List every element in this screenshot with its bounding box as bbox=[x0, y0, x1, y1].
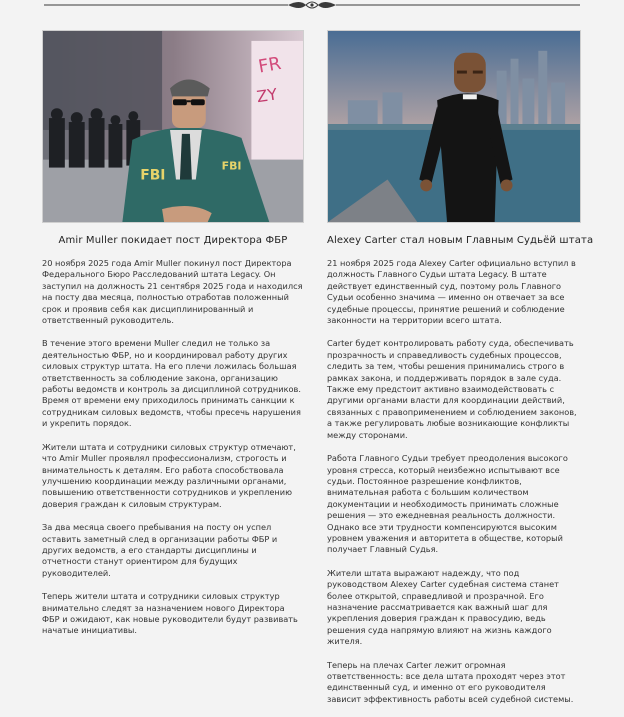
svg-text:FBI: FBI bbox=[140, 167, 166, 184]
svg-text:FBI: FBI bbox=[221, 159, 242, 173]
article-paragraph: Жители штата выражают надежду, что под руководством Alexey Carter судебная система станет более открытой, справедливой и прозрачной. Его назначение рассматривается как важный шаг для укрепления доверия граждан к правосудию, ведь решения суда напрямую влияют на жизнь каждого жителя. bbox=[327, 567, 559, 647]
article-paragraph: Теперь жители штата и сотрудники силовых структур внимательно следят за назначением нового Директора ФБР и ожидают, как новые руководители будут развивать начатые инициативы. bbox=[42, 591, 298, 636]
article-title: Amir Muller покидает пост Директора ФБР bbox=[58, 235, 288, 246]
article-paragraph: За два месяца своего пребывания на посту он успел оставить заметный след в организации работы ФБР и других ведомств, а его стандарты дисциплины и отчетности станут ориентиром для будущих руководителей. bbox=[42, 522, 278, 578]
svg-text:ZY: ZY bbox=[255, 84, 279, 107]
article-paragraph: 21 ноября 2025 года Alexey Carter официально вступил в должность Главного Судьи штата Legacy. В штате действует единственный суд, поэтому роль Главного Судьи особенно значима — именно он отвечает за все судебные процессы, принятие решений и соблюдение законности на территории всего штата. bbox=[327, 258, 576, 326]
news-article-right bbox=[327, 30, 594, 717]
article-paragraph: Теперь на плечах Carter лежит огромная ответственность: все дела штата проходят через этот единственный суд, и именно от его руководителя зависит эффективность работы всей судебной системы. bbox=[327, 659, 574, 704]
article-paragraph: Carter будет контролировать работу суда, обеспечивать прозрачность и справедливость судебных процессов, следить за тем, чтобы решения принимались строго в рамках закона, и поддерживать порядок в зале суда. Также ему предстоит активно взаимодействовать с другими органами власти для координации действий, связанных с правоприменением и соблюдением законов, а также регулировать любые возникающие конфликты между сторонами. bbox=[327, 338, 577, 440]
news-article-left bbox=[42, 30, 304, 649]
ornamental-divider-icon bbox=[0, 0, 624, 14]
article-photo-fbr bbox=[42, 30, 304, 223]
article-title: Alexey Carter стал новым Главным Судьёй штата bbox=[327, 235, 594, 246]
svg-text:FR: FR bbox=[256, 52, 283, 78]
article-photo-judge bbox=[327, 30, 581, 223]
article-paragraph: В течение этого времени Muller следил не только за деятельностью ФБР, но и координировал работу других силовых структур штата. На его плечи ложилась большая ответственность за соблюдение закона, организацию работы ведомств и контроль за дисциплиной сотрудников. Время от времени ему приходилось принимать санкции к сотрудникам силовых ведомств, чтобы пресечь нарушения и укрепить порядок. bbox=[42, 338, 301, 429]
article-paragraph: 20 ноября 2025 года Amir Muller покинул пост Директора Федерального Бюро Расследований штата Legacy. Он заступил на должность 21 сентября 2025 года и находился на посту два месяца, полностью отработав положенный срок и проявив себя как дисциплинированный и ответственный руководитель. bbox=[42, 258, 303, 326]
article-paragraph: Работа Главного Судьи требует преодоления высокого уровня стресса, который неизбежно испытывают все судьи. Постоянное разрешение конфликтов, внимательная работа с большим количеством документации и необходимость принимать сложные решения — это ежедневная реальность должности. Однако все эти трудности компенсируются высоким уровнем уважения и авторитета в обществе, который получает Главный Судья. bbox=[327, 453, 568, 555]
article-paragraph: Жители штата и сотрудники силовых структур отмечают, что Amir Muller проявлял профессионализм, строгость и внимательность к деталям. Его работа способствовала улучшению координации между различными органами, повышению ответственности сотрудников и укреплению доверия граждан к силовым структурам. bbox=[42, 441, 296, 509]
